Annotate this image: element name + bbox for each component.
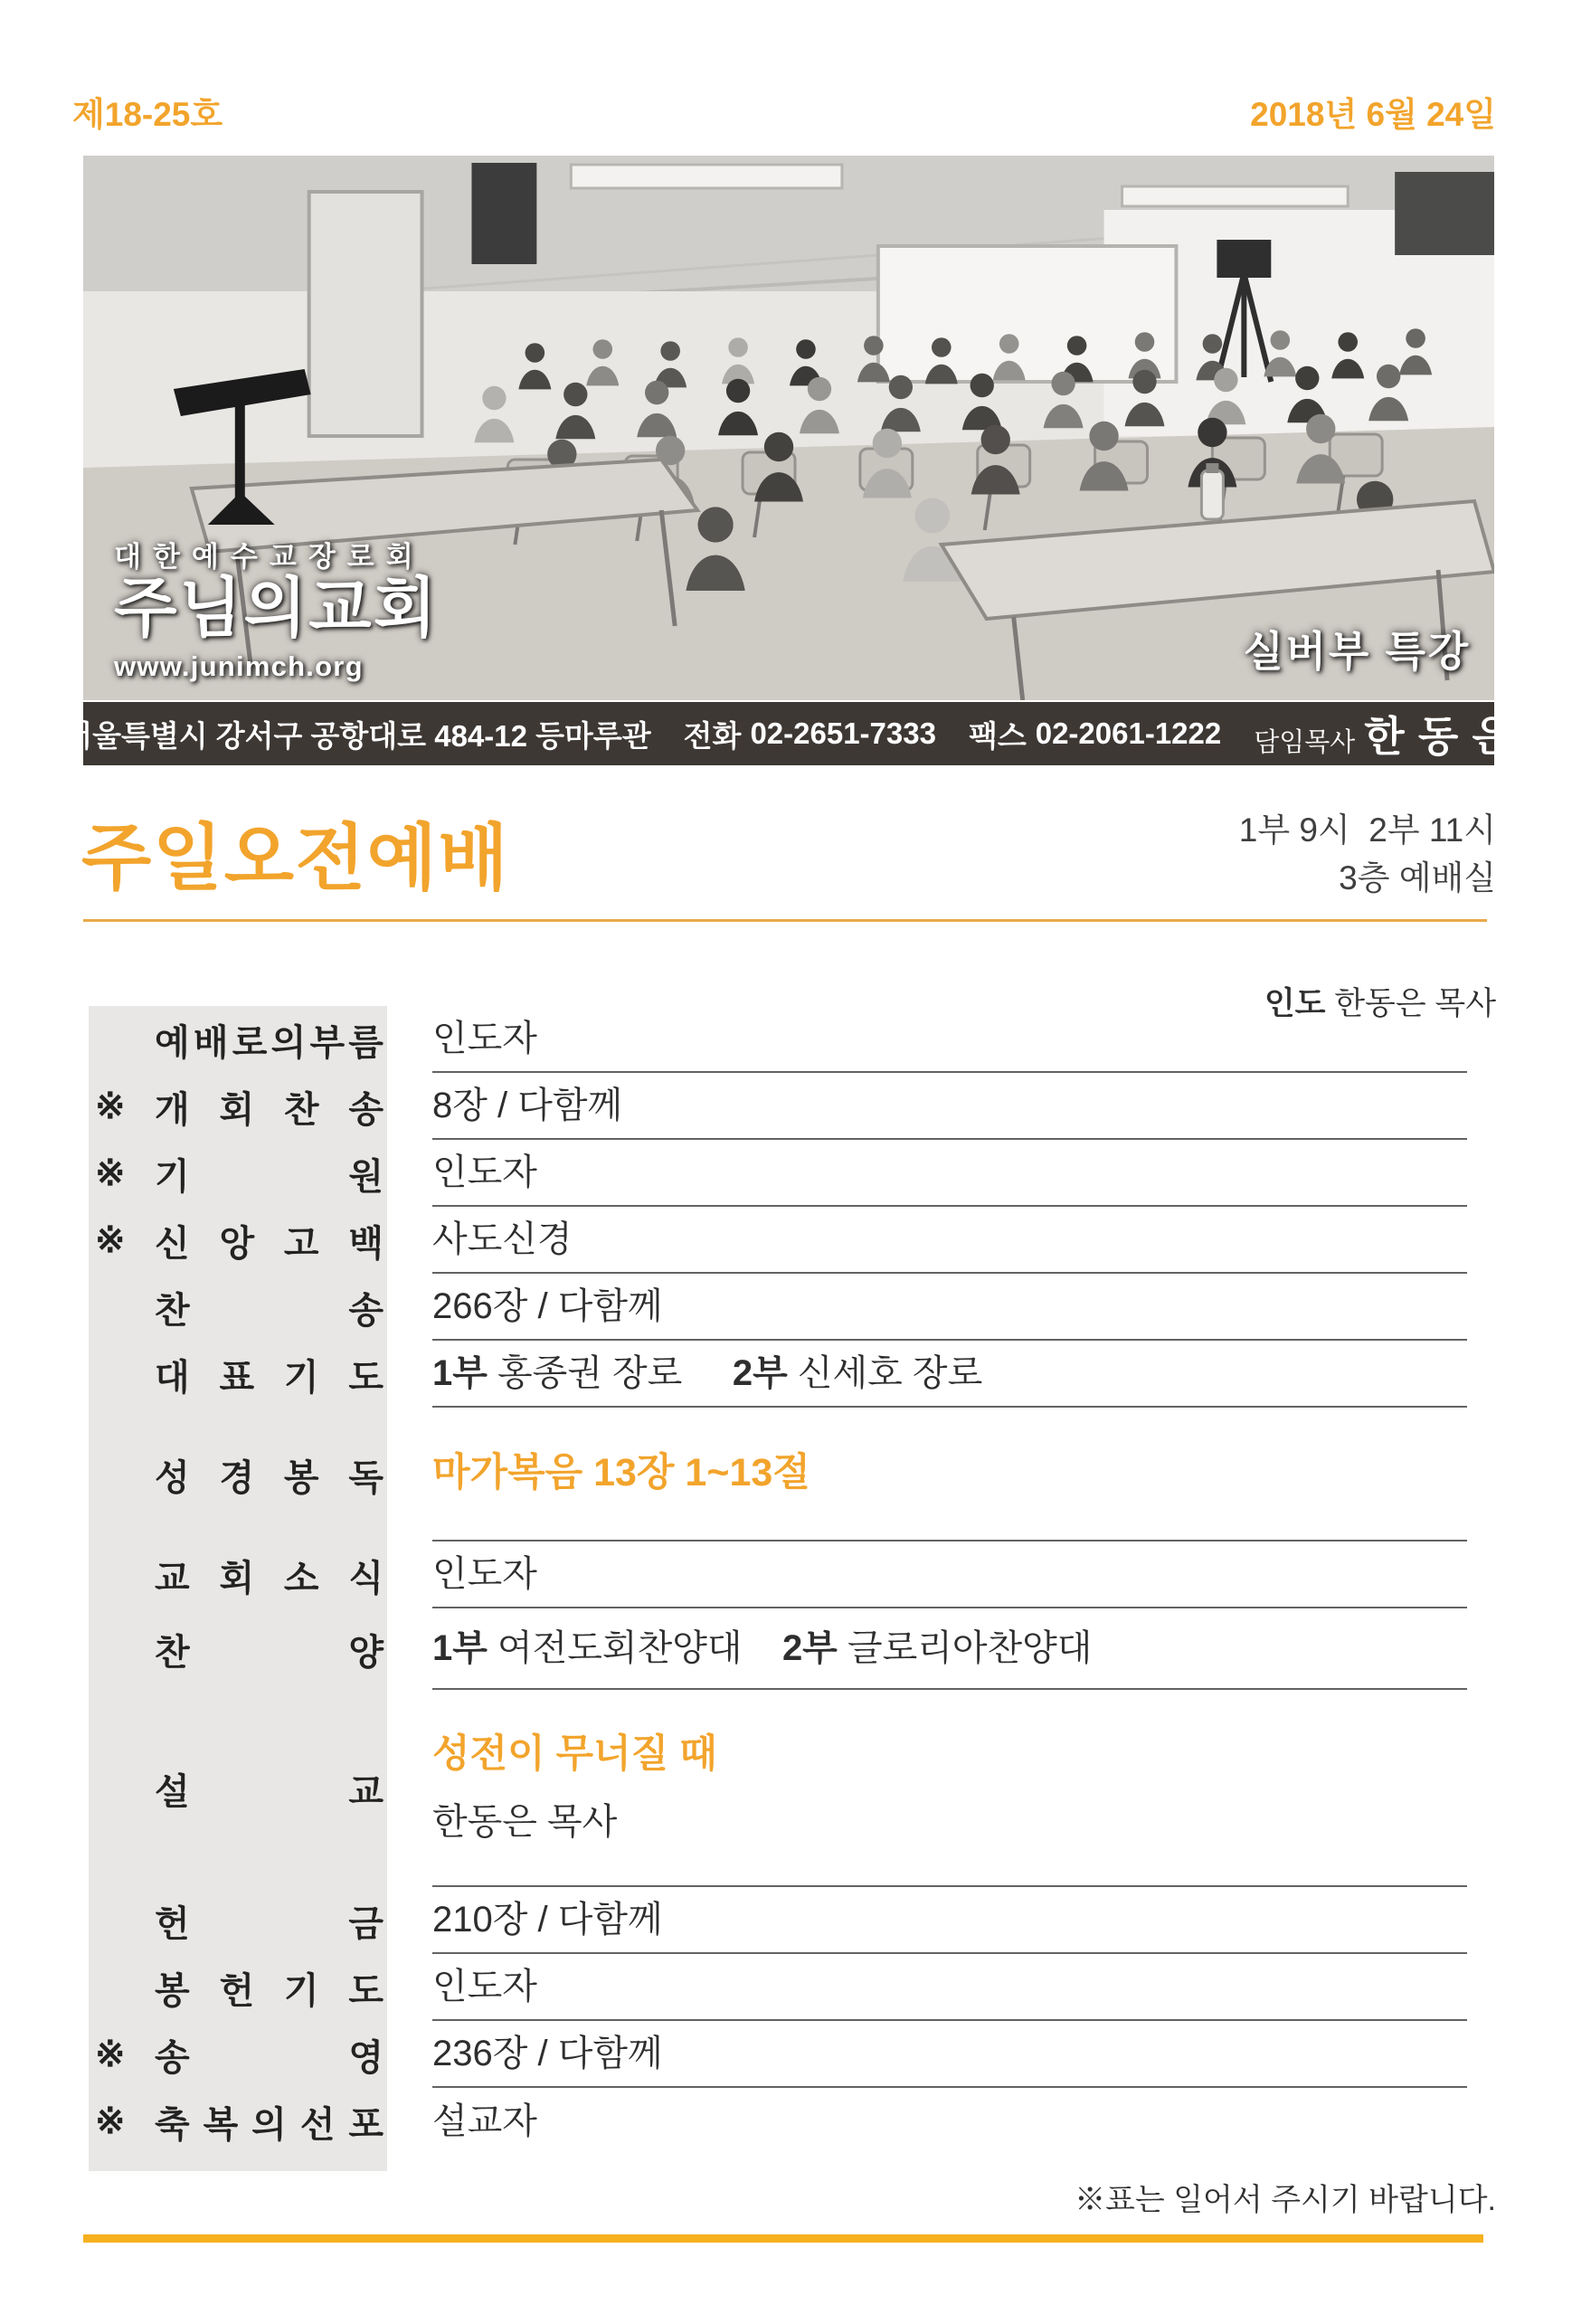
order-value-segment: 사도신경	[432, 1219, 573, 1259]
order-value	[432, 1274, 1467, 1341]
stand-mark: ※	[95, 1153, 126, 1193]
order-row	[83, 2088, 1494, 2155]
denomination-text: 대한예수교장로회	[114, 541, 425, 573]
fax-label: 팩스	[968, 718, 1027, 753]
order-value	[432, 2088, 1467, 2155]
order-value-line	[432, 1732, 1467, 1777]
order-value	[432, 1207, 1467, 1274]
order-label-char: 의	[251, 2104, 287, 2145]
order-value-line	[432, 1966, 1467, 2007]
order-label-char: 축	[155, 2104, 190, 2145]
pastor-label: 담임목사	[1254, 728, 1356, 757]
order-label-char: 교	[155, 1558, 190, 1598]
order-value	[432, 2021, 1467, 2088]
order-label	[89, 1954, 387, 2021]
order-label-text	[155, 1763, 384, 1815]
order-label-char: 헌	[219, 1970, 255, 2011]
order-label-char: 찬	[155, 1632, 190, 1673]
address-bar	[63, 702, 1514, 765]
service-times	[1239, 807, 1496, 902]
order-value-segment: 성전이 무너질 때	[432, 1732, 717, 1777]
order-value-segment: 8장 / 다함께	[432, 1086, 623, 1125]
order-label-text	[155, 1349, 384, 1400]
order-label-char: 름	[348, 1022, 384, 1063]
order-label	[89, 1140, 387, 1207]
publication-date: 2018년 6월 24일	[1250, 96, 1496, 133]
order-label-char: 기	[283, 1357, 319, 1398]
order-value	[432, 1140, 1467, 1207]
order-label-char: 도	[348, 1357, 384, 1398]
order-value	[432, 1690, 1467, 1887]
order-label-text	[155, 2029, 384, 2081]
order-label-char: 봉	[155, 1970, 190, 2011]
phone-info	[684, 713, 936, 755]
order-value-segment: 266장 / 다함께	[432, 1286, 663, 1326]
phone-label: 전화	[683, 718, 742, 753]
order-label	[89, 1408, 387, 1541]
order-label-char: 헌	[155, 1903, 190, 1944]
fax-number: 02-2061-1222	[1035, 716, 1222, 750]
order-row	[83, 1541, 1494, 1608]
order-row	[83, 1408, 1494, 1541]
order-label	[89, 2021, 387, 2088]
order-value-line	[432, 1899, 1467, 1940]
order-label-text	[155, 1624, 384, 1675]
order-label-text	[155, 1550, 384, 1601]
church-photo	[83, 156, 1494, 700]
water-bottle	[1201, 463, 1223, 519]
order-of-worship-table	[83, 1006, 1494, 2155]
order-value	[432, 1341, 1467, 1408]
order-label-char: 경	[219, 1457, 255, 1498]
order-label-text	[155, 1081, 384, 1133]
order-label-text	[155, 1282, 384, 1333]
order-value-line	[432, 1152, 1467, 1193]
order-value-segment: 210장 / 다함께	[432, 1900, 663, 1940]
church-address: 서울특별시 강서구 공항대로 484-12 등마루관	[63, 718, 651, 753]
order-label-char: 송	[348, 1290, 384, 1331]
order-value	[432, 1541, 1467, 1608]
order-label-char: 봉	[283, 1457, 319, 1498]
speaker	[471, 163, 536, 264]
order-row	[83, 1073, 1494, 1140]
pastor-name: 한 동 은	[1364, 714, 1514, 760]
order-value-line	[432, 1627, 1467, 1669]
order-label-char: 소	[283, 1558, 319, 1598]
standing-note: ※표는 일어서 주시기 바랍니다.	[1075, 2183, 1496, 2217]
order-label-char: 백	[348, 1223, 384, 1264]
order-label-char: 복	[203, 2104, 239, 2145]
order-value-line	[432, 1352, 1467, 1394]
order-label-char: 앙	[219, 1223, 255, 1264]
order-label	[89, 1073, 387, 1140]
order-row	[83, 1341, 1494, 1408]
order-value-line	[432, 1553, 1467, 1595]
order-label-char: 영	[348, 2037, 384, 2078]
order-label-char: 금	[348, 1903, 384, 1944]
order-value-segment: 설교자	[432, 2101, 537, 2141]
order-row	[83, 1140, 1494, 1207]
order-label-char: 의	[270, 1022, 307, 1063]
order-value-line	[432, 2033, 1467, 2074]
door	[309, 192, 422, 436]
order-value-segment: 인도자	[432, 1153, 537, 1192]
stand-mark: ※	[95, 2101, 126, 2141]
order-label-text	[155, 1962, 384, 2014]
order-value-line	[432, 2101, 1467, 2142]
stand-mark: ※	[95, 1220, 126, 1260]
order-label-char: 교	[348, 1771, 384, 1812]
order-value-segment: 여전도회찬양대	[487, 1628, 782, 1668]
service-location: 3층 예배실	[1339, 858, 1496, 896]
order-value-segment: 1부	[432, 1353, 488, 1393]
bottom-orange-bar	[83, 2234, 1483, 2243]
order-row	[83, 1274, 1494, 1341]
order-label-char: 회	[219, 1089, 255, 1130]
order-value-segment: 1부	[432, 1628, 488, 1668]
pastor-info	[1254, 704, 1514, 764]
church-website-text: www.junimch.org	[114, 650, 364, 682]
stand-mark: ※	[95, 2035, 126, 2074]
order-label	[89, 1006, 387, 1073]
order-value-segment: 인도자	[432, 1019, 537, 1058]
order-value-line	[432, 1219, 1467, 1260]
order-label-text	[155, 1148, 384, 1200]
order-label-text	[155, 2096, 384, 2148]
order-label-char: 원	[348, 1156, 384, 1197]
order-row	[83, 1887, 1494, 1954]
order-label-char: 예	[155, 1022, 190, 1063]
order-label-char: 회	[219, 1558, 255, 1598]
issue-number: 제18-25호	[72, 96, 223, 133]
order-label-char: 성	[155, 1457, 190, 1498]
order-row	[83, 1207, 1494, 1274]
service-title: 주일오전예배	[81, 815, 510, 900]
leader-label: 인도	[1264, 986, 1326, 1021]
order-value	[432, 1887, 1467, 1954]
order-value-line	[432, 1018, 1467, 1059]
order-label-char: 고	[283, 1223, 319, 1264]
order-value-segment: 2부	[732, 1353, 788, 1393]
phone-number: 02-2651-7333	[750, 716, 936, 750]
order-label	[89, 1274, 387, 1341]
order-label	[89, 1207, 387, 1274]
order-label-char: 배	[193, 1022, 229, 1063]
order-label-char: 개	[155, 1089, 190, 1130]
service-time-line: 1부 9시 2부 11시	[1238, 811, 1496, 849]
order-label-char: 송	[155, 2037, 190, 2078]
order-label	[89, 2088, 387, 2155]
order-value-segment: 2부	[781, 1628, 838, 1668]
order-label-char: 독	[348, 1457, 384, 1498]
order-label-char: 양	[348, 1632, 384, 1673]
order-row	[83, 1006, 1494, 1073]
order-label-char: 송	[348, 1089, 384, 1130]
order-value	[432, 1006, 1467, 1073]
order-table-rows	[83, 1006, 1494, 2155]
order-row	[83, 1608, 1494, 1690]
fax-info	[969, 713, 1221, 755]
order-label-char: 신	[155, 1223, 190, 1264]
order-row	[83, 1690, 1494, 1887]
order-value-segment: 인도자	[432, 1967, 537, 2006]
order-label-char: 선	[299, 2104, 336, 2145]
wall-monitor	[1395, 172, 1494, 255]
order-label	[89, 1541, 387, 1608]
order-label	[89, 1608, 387, 1690]
order-value-line	[432, 1451, 1467, 1495]
order-label-char: 기	[283, 1970, 319, 2011]
order-label	[89, 1887, 387, 1954]
order-label-text	[155, 1014, 384, 1066]
order-label-text	[155, 1215, 384, 1266]
whiteboard	[878, 246, 1177, 382]
order-label-text	[155, 1895, 384, 1947]
order-label-char: 식	[348, 1558, 384, 1598]
church-name-text: 주님의교회	[114, 573, 439, 645]
order-row	[83, 1954, 1494, 2021]
order-value-segment: 한동은 목사	[432, 1801, 618, 1842]
order-value-line	[432, 1801, 1467, 1843]
order-value-segment: 신세호 장로	[787, 1353, 983, 1393]
title-divider	[83, 919, 1487, 922]
order-row	[83, 2021, 1494, 2088]
order-label-char: 대	[155, 1357, 190, 1398]
order-value-line	[432, 1285, 1467, 1327]
leader-name: 한동은 목사	[1325, 986, 1496, 1021]
order-label-text	[155, 1449, 384, 1501]
order-label	[89, 1690, 387, 1887]
order-value	[432, 1608, 1467, 1690]
order-label-char: 도	[348, 1970, 384, 2011]
order-label-char: 기	[155, 1156, 190, 1197]
stand-mark: ※	[95, 1086, 126, 1126]
order-label	[89, 1341, 387, 1408]
photo-caption: 실버부 특강	[1243, 628, 1471, 675]
order-value	[432, 1954, 1467, 2021]
order-value-line	[432, 1085, 1467, 1126]
order-value-segment: 236장 / 다함께	[432, 2034, 663, 2073]
order-label-char: 표	[219, 1357, 255, 1398]
order-label-char: 포	[348, 2104, 384, 2145]
order-label-char: 설	[155, 1771, 190, 1812]
order-label-char: 찬	[155, 1290, 190, 1331]
order-label-char: 찬	[283, 1089, 319, 1130]
order-value	[432, 1408, 1467, 1541]
order-value-segment: 인도자	[432, 1554, 537, 1594]
order-value-segment: 글로리아찬양대	[837, 1628, 1093, 1668]
church-logo	[114, 534, 439, 683]
order-value-segment: 홍종권 장로	[487, 1353, 733, 1393]
order-value-segment: 마가복음 13장 1~13절	[432, 1451, 810, 1495]
order-value	[432, 1073, 1467, 1140]
order-label-char: 부	[309, 1022, 346, 1063]
order-label-char: 로	[232, 1022, 268, 1063]
